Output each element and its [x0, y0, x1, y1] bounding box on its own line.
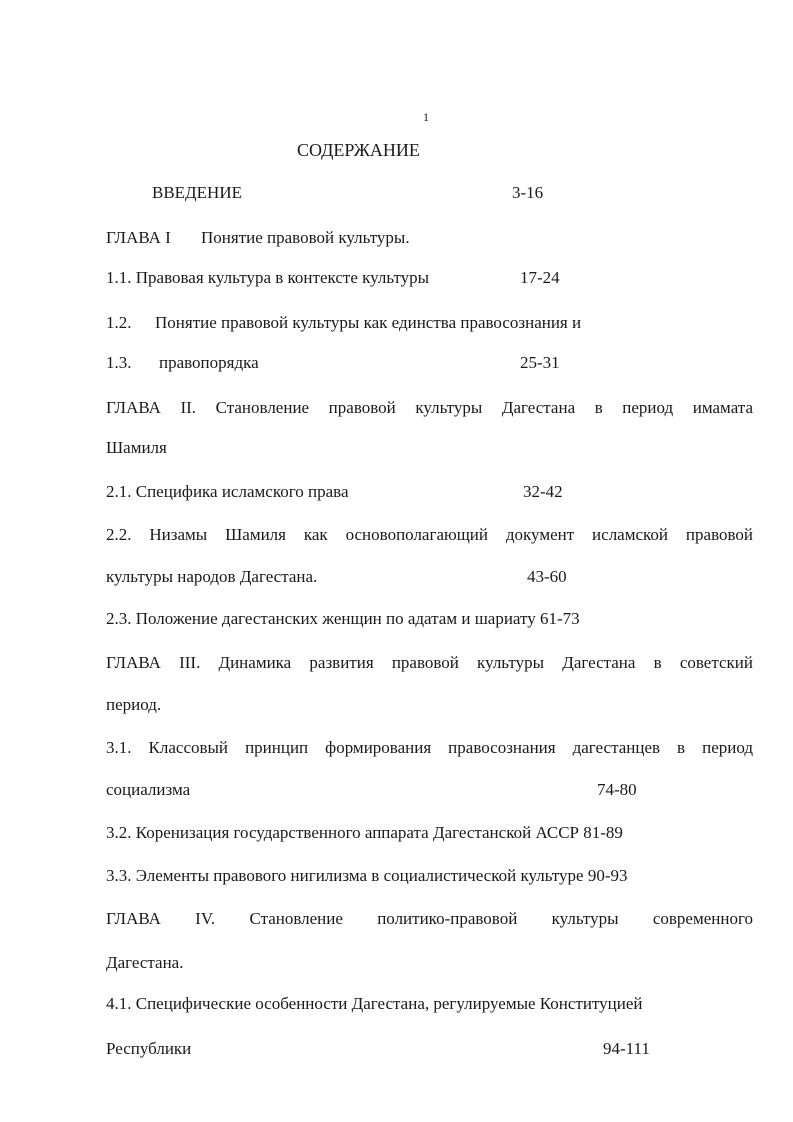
section-2-2-line1: 2.2. Низамы Шамиля как основополагающий документ исламской правовой	[106, 525, 753, 544]
intro-label: ВВЕДЕНИЕ	[152, 183, 242, 202]
chapter2-heading-line1: ГЛАВА II. Становление правовой культуры Дагестана в период имамата	[106, 398, 753, 417]
chapter4-heading-line1: ГЛАВА IV. Становление политико-правовой культуры современного	[106, 909, 753, 928]
section-2-1-pages: 32-42	[523, 482, 563, 501]
section-1-1-pages: 17-24	[520, 268, 560, 287]
chapter2-heading-line2: Шамиля	[106, 438, 167, 457]
section-2-3-text: 2.3. Положение дагестанских женщин по адатам и шариату 61-73	[106, 609, 580, 628]
chapter1-heading-title: Понятие правовой культуры.	[201, 228, 410, 247]
section-3-1-pages: 74-80	[597, 780, 637, 799]
section-2-1-text: 2.1. Специфика исламского права	[106, 482, 349, 501]
section-3-1-line2: социализма	[106, 780, 191, 799]
section-2-2-pages: 43-60	[527, 567, 567, 586]
chapter1-heading-label: ГЛАВА I	[106, 228, 171, 247]
section-3-3-text: 3.3. Элементы правового нигилизма в социалистической культуре 90-93	[106, 866, 628, 885]
section-1-3-num: 1.3.	[106, 353, 132, 372]
chapter3-heading-line1: ГЛАВА III. Динамика развития правовой культуры Дагестана в советский	[106, 653, 753, 672]
section-4-1-line2: Республики	[106, 1039, 192, 1058]
section-3-2-text: 3.2. Коренизация государственного аппарата Дагестанской АССР 81-89	[106, 823, 623, 842]
page-title: СОДЕРЖАНИЕ	[297, 140, 420, 160]
intro-pages: 3-16	[512, 183, 544, 202]
section-1-3-text: правопорядка	[159, 353, 259, 372]
section-4-1-pages: 94-111	[603, 1039, 650, 1058]
section-1-1-text: 1.1. Правовая культура в контексте культуры	[106, 268, 430, 287]
chapter4-heading-line2: Дагестана.	[106, 953, 184, 972]
section-3-1-line1: 3.1. Классовый принцип формирования правосознания дагестанцев в период	[106, 738, 753, 757]
section-2-2-line2: культуры народов Дагестана.	[106, 567, 318, 586]
chapter3-heading-line2: период.	[106, 695, 162, 714]
section-4-1-line1: 4.1. Специфические особенности Дагестана, регулируемые Конституцией	[106, 994, 643, 1013]
section-1-2-num: 1.2.	[106, 313, 132, 332]
section-1-2-text: Понятие правовой культуры как единства правосознания и	[155, 313, 582, 332]
page-number: 1	[423, 110, 429, 124]
section-1-3-pages: 25-31	[520, 353, 560, 372]
